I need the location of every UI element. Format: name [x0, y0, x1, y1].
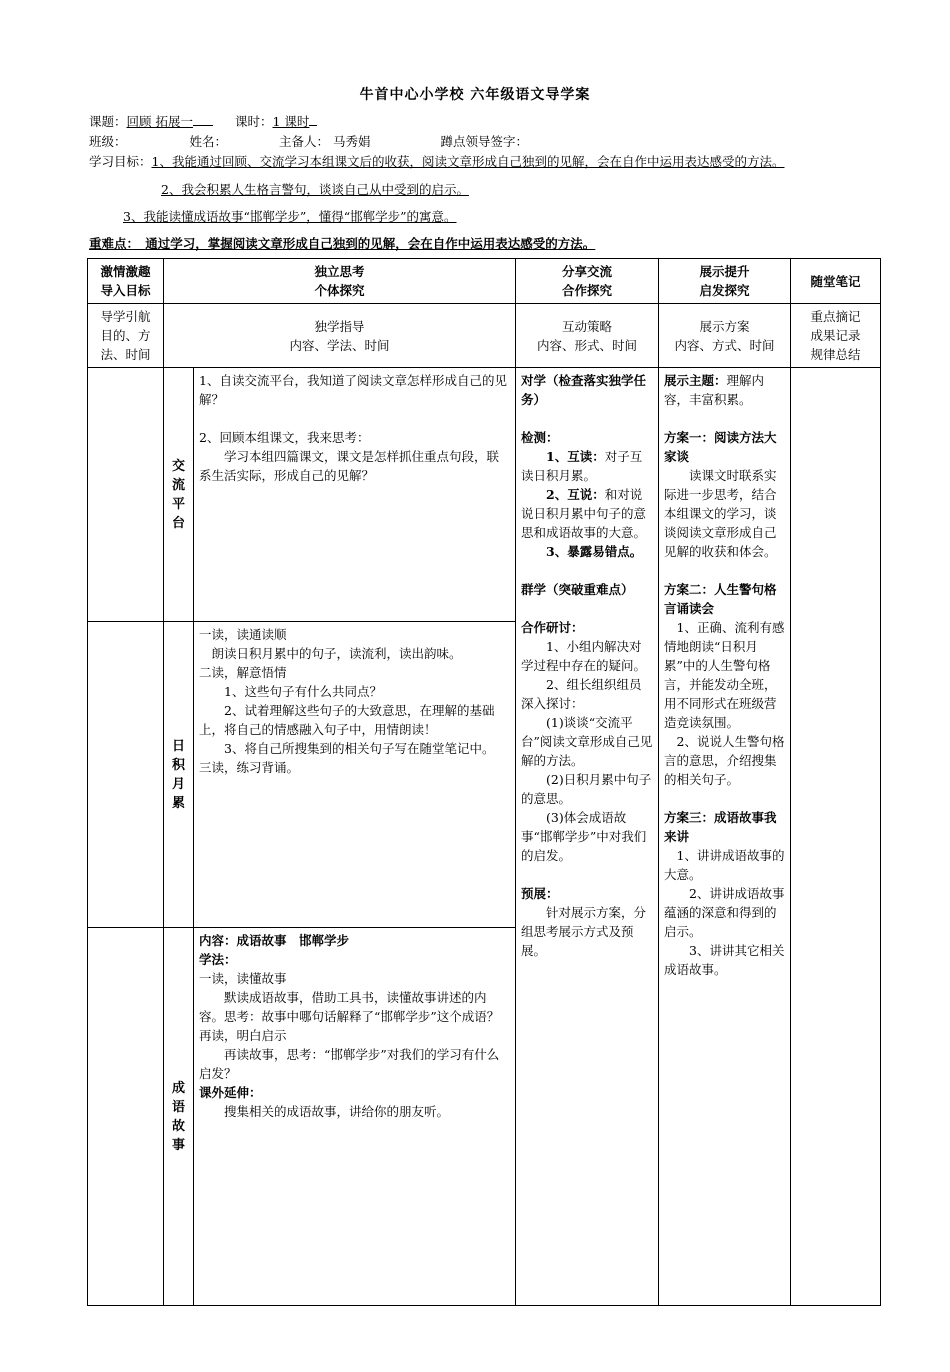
lesson-info-line [89, 112, 317, 130]
jiaoliu-content: 1、自读交流平台，我知道了阅读文章怎样形成自己的见解？ 2、回顾本组课文，我来思考： 学习本组四篇课文，课文是怎样抓住重点句段，联系生活实际，形成自己的见解？ [194, 368, 516, 622]
objective-item-1: 1、我能通过回顾、交流学习本组课文后的收获，阅读文章形成自己独到的见解，会在自作中运用表达感受的方法。 [151, 154, 785, 169]
key-points-line [89, 234, 595, 252]
class-label: 班级： [89, 134, 127, 149]
guide-cell-2 [88, 622, 164, 928]
objectives-label: 学习目标： [89, 154, 152, 169]
subheader-guide: 导学引航 目的、方 法、时间 [88, 304, 164, 368]
rijiyuelei-content: 一读，读通读顺 朗读日积月累中的句子，读流利，读出韵味。 二读，解意悟情 1、这些句子有什么共同点？ 2、试着理解这些句子的大致意思，在理解的基础上，将自己的情感融入句子中，用情朗读！ 3、将自己所搜集到的相关句子写在随堂笔记中。 三读，练习背诵。 [194, 622, 516, 928]
header-cell-intro: 激情激趣 导入目标 [88, 259, 164, 304]
lesson-label: 课题： [89, 114, 127, 129]
header-cell-share: 分享交流 合作探究 [516, 259, 659, 304]
guide-cell-3 [88, 928, 164, 1306]
subheader-show-plan: 展示方案 内容、方式、时间 [659, 304, 791, 368]
guide-cell-1 [88, 368, 164, 622]
lesson-plan-table [87, 258, 881, 1306]
objective-line-3 [89, 207, 457, 225]
hours-value: 1 课时 [272, 114, 310, 129]
table-header-row [88, 259, 881, 304]
chengyu-content: 内容：成语故事 邯郸学步 学法： 一读，读懂故事 默读成语故事，借助工具书，读懂故事讲述的内容。思考：故事中哪句话解释了“邯郸学步”这个成语？ 再读，明白启示 再读故事，思考：“邯郸学步”对我们的学习有什么启发？ 课外延伸： 搜集相关的成语故事，讲给你的朋友听。 [194, 928, 516, 1306]
staff-info-line [89, 132, 528, 150]
table-row-jiaoliu [88, 368, 881, 622]
section-label-jiaoliu: 交 流 平 台 [164, 368, 194, 622]
lesson-value: 回顾 拓展一 [126, 114, 193, 129]
preparer-label: 主备人： [278, 134, 329, 149]
preparer-value: 马秀娟 [332, 134, 371, 149]
subheader-self-study: 独学指导 内容、学法、时间 [164, 304, 516, 368]
subheader-interaction: 互动策略 内容、形式、时间 [516, 304, 659, 368]
header-cell-notes: 随堂笔记 [791, 259, 881, 304]
document-title: 牛首中心小学校 六年级语文导学案 [359, 87, 591, 103]
key-points-text: 通过学习，掌握阅读文章形成自己独到的见解，会在自作中运用表达感受的方法。 [145, 236, 596, 251]
hours-label: 课时： [234, 114, 273, 129]
key-points-label: 重难点： [89, 236, 133, 251]
objective-line-2 [161, 180, 469, 198]
header-cell-show: 展示提升 启发探究 [659, 259, 791, 304]
header-cell-independent: 独立思考 个体探究 [164, 259, 516, 304]
show-content: 展示主题：理解内容，丰富积累。 方案一：阅读方法大家谈 读课文时联系实际进一步思考，结合本组课文的学习，谈谈阅读文章形成自己见解的收获和体会。 方案二：人生警句格言诵读会 1、正确、流利有感情地朗读“日积月累”中的人生警句格言，并能发动全班，用不同形式在班级营造竞读氛围。 2、说说人生警句格言的意思，介绍搜集的相关句子。 方案三：成语故事我来讲 1、讲讲成语故事的大意。 2、讲讲成语故事蕴涵的深意和得到的启示。 3、讲讲其它相关成语故事。 [659, 368, 791, 1306]
share-content: 对学（检查落实独学任务） 检测： 1、互读：对子互读日积月累。 2、互说：和对说说日积月累中句子的意思和成语故事的大意。 3、暴露易错点。 群学（突破重难点） 合作研讨： 1、小组内解决对学过程中存在的疑问。 2、组长组织组员深入探讨： (1)谈谈“交流平台”阅读文章形成自己见解的方法。 (2)日积月累中句子的意思。 (3)体会成语故事“邯郸学步”中对我们的启发。 预展： 针对展示方案，分组思考展示方式及预展。 [516, 368, 659, 1306]
subheader-notes: 重点摘记 成果记录 规律总结 [791, 304, 881, 368]
objective-item-3: 3、我能读懂成语故事“邯郸学步”，懂得“邯郸学步”的寓意。 [123, 209, 457, 224]
section-label-chengyu: 成 语 故 事 [164, 928, 194, 1306]
name-label: 姓名： [189, 134, 227, 149]
objective-line-1 [89, 152, 784, 170]
table-subheader-row [88, 304, 881, 368]
notes-cell [791, 368, 881, 1306]
section-label-rijiyuelei: 日 积 月 累 [164, 622, 194, 928]
leader-sign-label: 蹲点领导签字： [440, 134, 528, 149]
objective-item-2: 2、我会积累人生格言警句，谈谈自己从中受到的启示。 [161, 182, 469, 197]
